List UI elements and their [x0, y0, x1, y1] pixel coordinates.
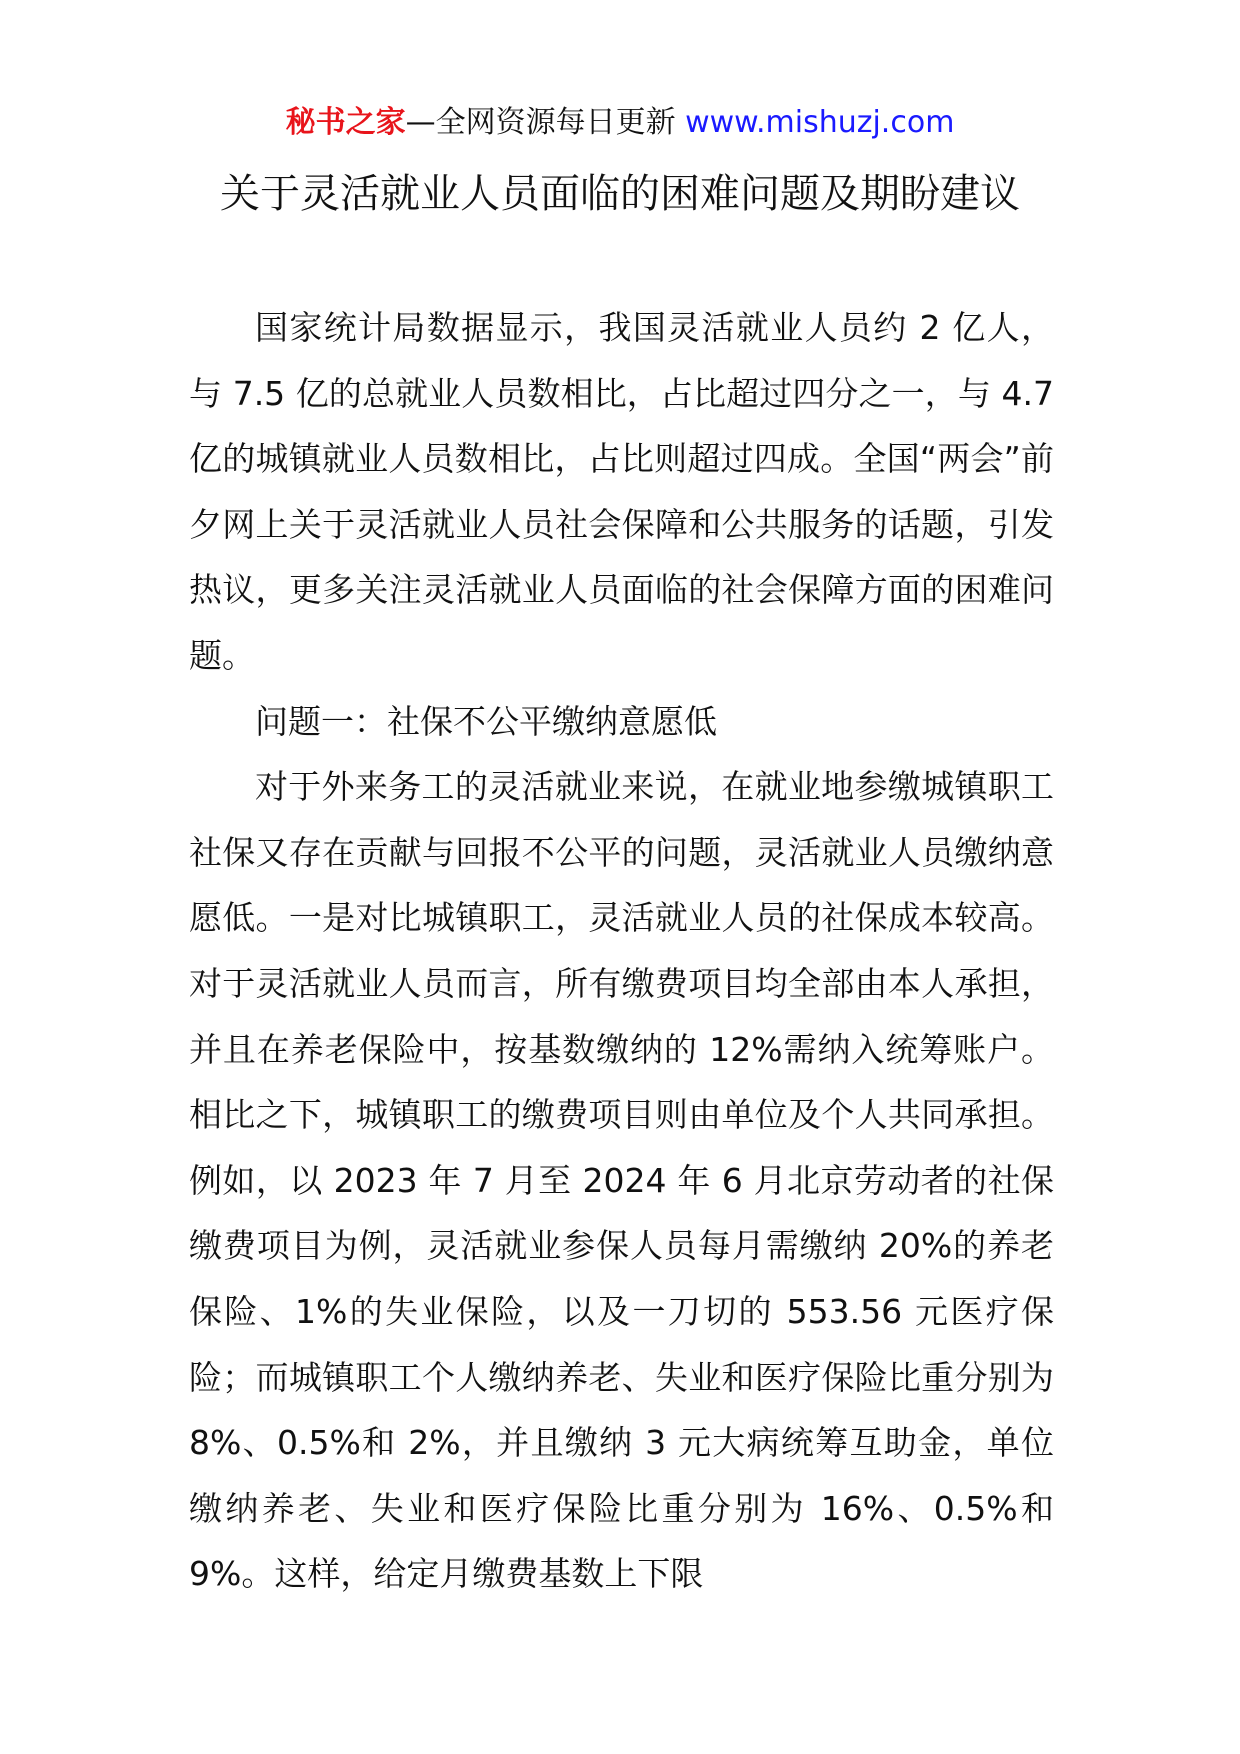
site-header: [0, 103, 1240, 143]
section-heading-problem-one: 问题一：社保不公平缴纳意愿低: [255, 701, 717, 741]
paragraph-intro: 国家统计局数据显示，我国灵活就业人员约 2 亿人，与 7.5 亿的总就业人员数相比，占比超过四分之一，与 4.7 亿的城镇就业人员数相比，占比则超过四成。全国“两会”前夕网上关于灵活就业人员社会保障和公共服务的话题，引发热议，更多关注灵活就业人员面临的社会保障方面的困难问题。: [189, 308, 1054, 675]
brand-name: 秘书之家: [285, 105, 406, 140]
site-url-link[interactable]: www.mishuzj.com: [675, 105, 955, 140]
document-title: 关于灵活就业人员面临的困难问题及期盼建议: [220, 171, 1020, 217]
header-slogan: —全网资源每日更新: [405, 105, 676, 140]
document-body: [189, 295, 1054, 1607]
paragraph-problem-one: 对于外来务工的灵活就业来说，在就业地参缴城镇职工社保又存在贡献与回报不公平的问题，灵活就业人员缴纳意愿低。一是对比城镇职工，灵活就业人员的社保成本较高。对于灵活就业人员而言，所有缴费项目均全部由本人承担，并且在养老保险中，按基数缴纳的 12%需纳入统筹账户。相比之下，城镇职工的缴费项目则由单位及个人共同承担。例如，以 2023 年 7 月至 2024 年 6 月北京劳动者的社保缴费项目为例，灵活就业参保人员每月需缴纳 20%的养老保险、1%的失业保险，以及一刀切的 553.56 元医疗保险；而城镇职工个人缴纳养老、失业和医疗保险比重分别为 8%、0.5%和 2%，并且缴纳 3 元大病统筹互助金，单位缴纳养老、失业和医疗保险比重分别为 16%、0.5%和 9%。这样，给定月缴费基数上下限: [189, 767, 1054, 1594]
